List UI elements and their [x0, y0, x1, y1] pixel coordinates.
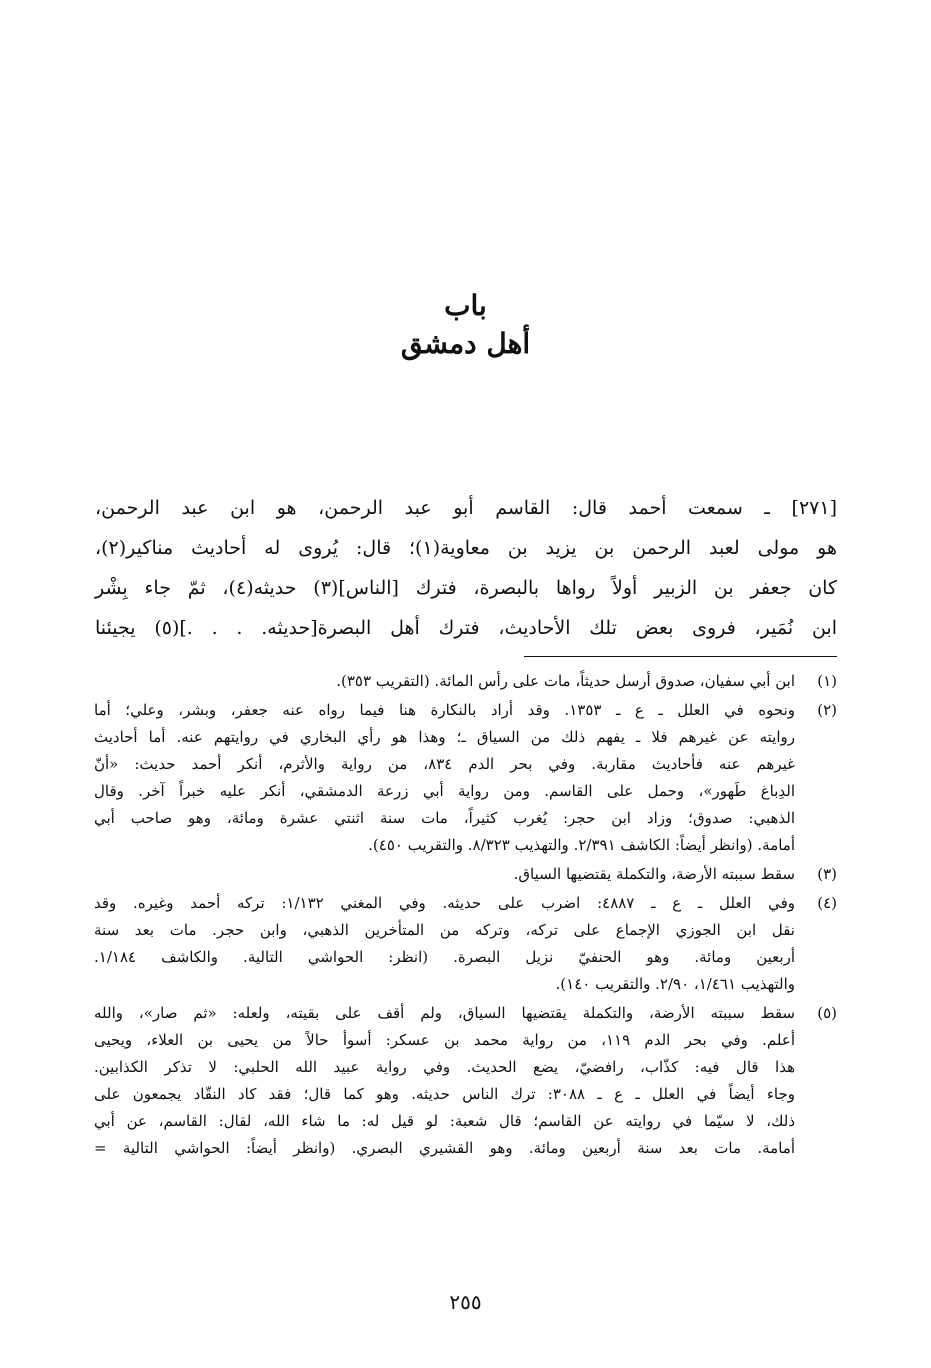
footnote-line: والتهذيب ١/٤٦١، ٢/٩٠. والتقريب ١٤٠). — [555, 975, 795, 993]
main-text-line: كان جعفر بن الزبير أولاً رواها بالبصرة، فترك [الناس](٣) حديثه(٤)، ثمّ جاء بِشْر — [95, 577, 837, 599]
footnote-2 — [94, 697, 837, 859]
footnote-1 — [94, 668, 837, 695]
footnote-5 — [94, 1000, 837, 1162]
footnote-line: ونحوه في العلل ـ ع ـ ١٣٥٣. وقد أراد بالنكارة هنا فيما رواه عنه جعفر، وبشر، وعلي؛ أما — [94, 701, 796, 719]
main-text-line: [٢٧١] ـ سمعت أحمد قال: القاسم أبو عبد الرحمن، هو ابن عبد الرحمن، — [95, 497, 837, 519]
footnote-line: سقط سببته الأرضة، والتكملة يقتضيها السياق، ولم أقف على بقيته، ولعله: «ثم صار»، والله — [94, 1004, 795, 1022]
chapter-heading-line1: باب — [444, 289, 487, 322]
footnote-number: (٥) — [817, 1004, 837, 1022]
footnote-4 — [94, 890, 837, 998]
footnote-line: سقط سببته الأرضة، والتكملة يقتضيها السياق. — [513, 865, 795, 883]
footnote-line: الدِباغ طَهور»، وحمل على القاسم. ومن رواية أبي زرعة الدمشقي، أنكر عليه خبراً آخر. وقال — [94, 782, 795, 800]
page-number: ٢٥٥ — [449, 1290, 482, 1314]
main-text — [95, 488, 837, 648]
footnote-line: ذلك، لا سيّما في روايته عن القاسم؛ قال شعبة: لو قيل له: ما شاء الله، لقال: القاسم، عن أبي — [94, 1112, 795, 1130]
main-text-line: ابن نُمَير، فروى بعض تلك الأحاديث، فترك أهل البصرة[حديثه. . . .](٥) يجيئنا — [95, 617, 837, 639]
footnote-divider — [524, 656, 837, 657]
footnote-line: ابن أبي سفيان، صدوق أرسل حديثاً، مات على رأس المائة. (التقريب ٣٥٣). — [336, 672, 795, 690]
footnote-line: وجاء أيضاً في العلل ـ ع ـ ٣٠٨٨: ترك الناس حديثه. وهو كما قال؛ فقد كاد النقّاد يجمعون على — [94, 1085, 795, 1103]
footnote-line: روايته عن غيرهم فلا ـ يفهم ذلك من السياق ـ؛ وهذا هو رأي البخاري في روايتهم عنه. أما أحاديث — [94, 728, 795, 746]
footnote-line: نقل ابن الجوزي الإجماع على تركه، وتركه من المتأخرين الذهبي، وابن حجر. مات بعد سنة — [94, 921, 795, 939]
footnote-number: (٣) — [817, 865, 837, 883]
footnote-line: أمامة. مات بعد سنة أربعين ومائة. وهو القشيري البصري. (وانظر أيضاً: الحواشي التالية = — [94, 1139, 795, 1157]
footnote-line: وفي العلل ـ ع ـ ٤٨٨٧: اضرب على حديثه. وفي المغني ١/١٣٢: تركه أحمد وغيره. وقد — [94, 894, 795, 912]
footnote-line: هذا قال فيه: كذّاب، رافضيّ، يضع الحديث. وفي رواية عبيد الله الحلبي: لا تذكر الكذابين. — [94, 1058, 795, 1076]
footnote-line: أعلم. وفي بحر الدم ١١٩، من رواية محمد بن عسكر: أسوأ حالاً من يحيى بن العلاء، ويحيى — [94, 1031, 795, 1049]
footnote-line: أربعين ومائة. وهو الحنفيّ نزيل البصرة. (انظر: الحواشي التالية. والكاشف ١/١٨٤. — [94, 948, 795, 966]
footnote-number: (١) — [817, 672, 837, 690]
footnotes — [94, 668, 837, 1164]
footnote-number: (٢) — [817, 701, 837, 719]
footnote-3 — [94, 861, 837, 888]
footnote-line: أمامة. (وانظر أيضاً: الكاشف ٢/٣٩١. والتهذيب ٨/٣٢٣. والتقريب ٤٥٠). — [368, 836, 795, 854]
chapter-heading-title: أهل دمشق — [400, 327, 531, 360]
footnote-line: الذهبي: صدوق؛ وزاد ابن حجر: يُغرب كثيراً، مات سنة اثنتي عشرة ومائة، وهو صاحب أبي — [94, 809, 795, 827]
main-text-line: هو مولى لعبد الرحمن بن يزيد بن معاوية(١)؛ قال: يُروى له أحاديث مناكير(٢)، — [95, 537, 837, 559]
footnote-line: غيرهم عنه فأحاديث مقاربة. وفي بحر الدم ٨٣٤، من رواية والأثرم، أنكر أحمد حديث: «أنّ — [94, 755, 795, 773]
footnote-number: (٤) — [817, 894, 837, 912]
